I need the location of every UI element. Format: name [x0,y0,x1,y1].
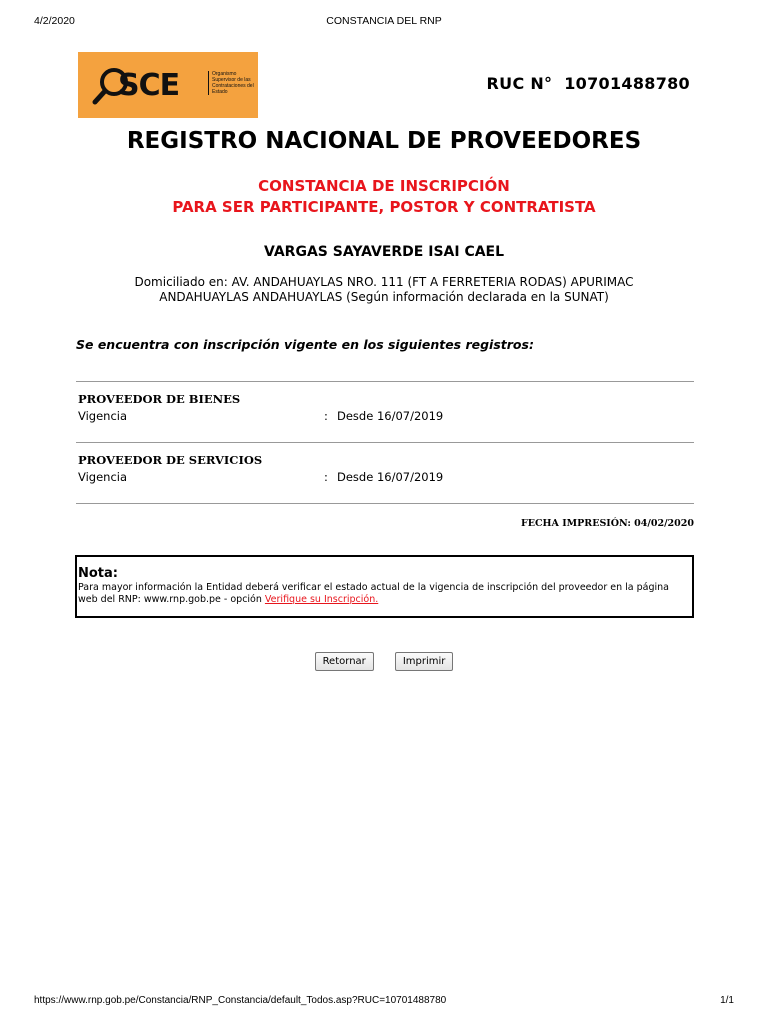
address-line-2: ANDAHUAYLAS ANDAHUAYLAS (Según información declarada en la SUNAT) [159,290,609,304]
footer-page-number: 1/1 [720,995,734,1006]
note-box [75,555,694,618]
print-date: 4/2/2020 [34,15,75,27]
subtitle-line-2: PARA SER PARTICIPANTE, POSTOR Y CONTRATISTA [172,198,596,216]
note-text [78,582,690,606]
registry-list [76,381,694,504]
note-line-1: Para mayor información la Entidad deberá verificar el estado actual de la vigencia de inscripción del proveedor en la página [78,582,670,593]
record-title: PROVEEDOR DE BIENES [78,392,241,406]
note-line-2: web del RNP: www.rnp.gob.pe - opción [78,594,265,605]
constancia-subtitle [0,176,768,218]
note-title: Nota: [78,566,118,581]
logo-subtitle: Organismo Supervisor de las Contrataciones del Estado [208,71,260,95]
record-value: Desde 16/07/2019 [337,470,444,484]
print-title: CONSTANCIA DEL RNP [326,15,442,27]
record-colon: : [324,409,328,423]
ruc-label: RUC N° [486,74,553,93]
registry-intro: Se encuentra con inscripción vigente en los siguientes registros: [76,337,534,352]
retornar-button[interactable]: Retornar [315,652,374,671]
action-buttons [0,649,768,671]
subtitle-line-1: CONSTANCIA DE INSCRIPCIÓN [258,177,510,195]
registry-record [76,381,694,442]
imprimir-button[interactable]: Imprimir [395,652,454,671]
footer-url: https://www.rnp.gob.pe/Constancia/RNP_Constancia/default_Todos.asp?RUC=10701488780 [34,995,447,1006]
page-title: REGISTRO NACIONAL DE PROVEEDORES [126,128,642,154]
record-value: Desde 16/07/2019 [337,409,444,423]
print-date-stamp: FECHA IMPRESIÓN: 04/02/2020 [521,518,694,529]
record-colon: : [324,470,328,484]
provider-address [100,275,668,305]
record-title: PROVEEDOR DE SERVICIOS [78,453,263,467]
ruc-value: 10701488780 [564,74,690,93]
ruc-number [487,74,690,93]
provider-name: VARGAS SAYAVERDE ISAI CAEL [263,244,505,260]
registry-record [76,442,694,504]
osce-logo [78,52,258,118]
logo-text: SCE [118,68,180,103]
address-line-1: Domiciliado en: AV. ANDAHUAYLAS NRO. 111 (FT A FERRETERIA RODAS) APURIMAC [134,275,634,289]
record-label: Vigencia [78,470,128,484]
record-label: Vigencia [78,409,128,423]
verify-inscription-link[interactable]: Verifique su Inscripción. [264,594,379,605]
